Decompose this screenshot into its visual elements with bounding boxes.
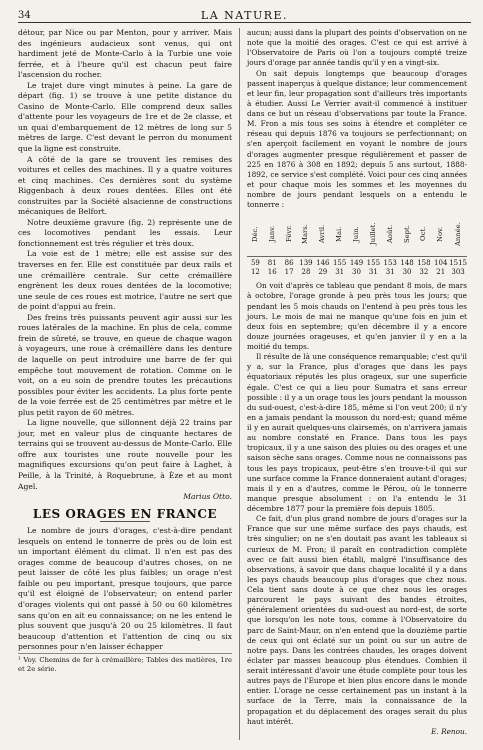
average-cell: 12 <box>250 268 260 277</box>
month-header: Mai. <box>335 226 344 242</box>
paragraph: A côté de la gare se trouvent les remises des voitures et celles des machines. Il y a quatre voitures et cinq machines. Ces dernières sont du système Riggenbach à deux roues dentées. Elles ont été construites par la Société alsacienne de constructions mécaniques de Belfort. <box>18 154 232 217</box>
average-cell: 30 <box>402 268 412 277</box>
average-cell: 303 <box>451 268 465 277</box>
month-header: Déc. <box>250 226 259 242</box>
average-cell: 31 <box>335 268 345 277</box>
footnote: ¹ Voy. Chemins de fer à crémaillère; Tables des matières, 1re et 2e série. <box>18 653 232 674</box>
author-signature: E. Renou. <box>431 726 467 736</box>
paragraph: détour, par Nice ou par Menton, pour y arriver. Mais des ingénieurs audacieux sont venus, qui ont hardiment jeté de Monte-Carlo à la Turbie une voie ferrée, et à l'heure qu'il est chacun peut faire l'ascension du rocher. <box>18 28 232 80</box>
sum-cell: 148 <box>400 259 414 268</box>
paragraph: Notre deuxième gravure (fig. 2) représente une de ces locomotives pendant les essais. Leur fonctionnement est très régulier et très doux. <box>18 217 232 248</box>
month-header: Oct. <box>419 227 428 242</box>
right-column <box>247 28 467 737</box>
average-cell: 31 <box>385 268 395 277</box>
month-header: Année. <box>453 222 462 247</box>
sum-cell: 155 <box>332 259 347 268</box>
month-header: Avril. <box>318 225 327 244</box>
paragraph: Le nombre de jours d'orages, c'est-à-dire pendant lesquels on entend le tonnerre de près ou de loin est un important élément du climat. Il n'en est pas des orages comme de beaucoup d'autres choses, on ne peut laisser de côté les plus faibles; un orage n'est faible ou peu important, presque toujours, que parce qu'il est éloigné de l'observateur; on entend parler d'orages violents qui ont passé à 50 ou 60 kilomètres sans qu'on en ait eu connaissance; on ne les entend le plus souvent que jusqu'à 20 ou 25 kilomètres. Il faut beaucoup d'attention et l'attention de cinq ou six personnes pour n'en laisser échapper <box>18 526 232 652</box>
month-header: Févr. <box>284 225 293 243</box>
page-number: 34 <box>18 10 31 21</box>
page-header <box>18 8 471 26</box>
average-cell: 29 <box>318 268 328 277</box>
paragraph: Le trajet dure vingt minutes à peine. La gare de départ (fig. 1) se trouve à une petite distance du Casino de Monte-Carlo. Elle comprend deux salles d'attente pour les voyageurs de 1re et de 2e classe, et un quai d'embarquement de 12 mètres de long sur 5 mètres de large. C'est devant le perron du monument que la ligne est construite. <box>18 80 232 154</box>
sum-cell: 1515 <box>449 259 467 268</box>
paragraph: Il résulte de là une conséquence remarquable; c'est qu'il y a, sur la France, plus d'orages que dans les pays équatoriaux réputés les plus orageux, sur une superficie égale. C'est ce qui a lieu pour Sumatra et sans erreur possible : il y a un orage tous les jours pendant la mousson du sud-ouest, c'est-à-dire 185, même si l'on veut 200; il n'y en a jamais pendant la mousson du nord-est; quand même il y en aurait quelques-uns clairsemés, on n'arrivera jamais au nombre constaté en France. Dans tous les pays tropicaux, il y a une saison des pluies ou des orages et une saison sèche sans orages. Comme nous ne connaissons pas tous les pays tropicaux, peut-être s'en trouve-t-il qui sur une surface comme la France donneraient autant d'orages; mais il y en a d'autres, comme le Pérou, où le tonnerre manque presque absolument : on l'a entendu le 31 décembre 1877 pour la première fois depuis 1805. <box>247 352 467 513</box>
sum-cell: 146 <box>316 259 330 268</box>
month-header: Août. <box>385 225 394 244</box>
paragraph: On voit d'après ce tableau que pendant 8 mois, de mars à octobre, l'orage gronde à peu près tous les jours; que pendant les 5 mois chauds on l'entend à peu près tous les jours. Le mois de mai ne manque qu'une fois en juin et deux fois en septembre; qu'en décembre il y a encore douze journées orageuses, et qu'en janvier il y en a la moitié du temps. <box>247 281 467 351</box>
month-header: Janv. <box>267 226 276 243</box>
average-cell: 17 <box>284 268 294 277</box>
heading-rule <box>100 521 150 522</box>
sum-cell: 81 <box>267 259 277 268</box>
sum-cell: 139 <box>299 259 313 268</box>
section-heading: LES ORAGES EN FRANCE <box>32 506 218 521</box>
paragraph: On sait depuis longtemps que beaucoup d'orages passent inaperçus à quelque distance; leur commencement et leur fin, leur propagation sont d'ailleurs très importants à étudier. Aussi Le Verrier avait-il commencé à instituer dans ce but un réseau d'observations par toute la France. M. Fron a mis tous ses soins à étendre et compléter ce réseau qui depuis 1876 va toujours se perfectionnant; on s'en aperçoit facilement en voyant le nombre de jours d'orages augmenter presque régulièrement et passer de 225 en 1876 à 308 en 1892; depuis 5 ans surtout, 1888-1892, ce service s'est complété. Voici pour ces cinq années et pour chaque mois les sommes et les moyennes du nombre de jours pendant lesquels on a entendu le tonnerre : <box>247 68 467 210</box>
month-header: Juin. <box>352 226 360 243</box>
sum-cell: 86 <box>284 259 294 268</box>
sum-cell: 153 <box>383 259 397 268</box>
sum-cell: 104 <box>434 259 448 268</box>
average-cell: 16 <box>267 268 277 277</box>
paragraph: Des freins très puissants peuvent agir aussi sur les roues latérales de la machine. En plus de cela, comme frein de sûreté, se trouve, en queue de chaque wagon à voyageurs, une roue à crémaillère dans les denture de laquelle on peut introduire une barre de fer qui empêche tout mouvement de rotation. Comme on le voit, on a eu soin de prendre toutes les précautions possibles pour éviter les accidents. La plus forte pente de la voie ferrée est de 25 centimètres par mètre et le plus petit rayon de 60 mètres. <box>18 312 232 417</box>
paragraph: Ce fait, d'un plus grand nombre de jours d'orages sur la France que sur une même surface des pays chauds, est très singulier; on ne s'en doutait pas avant les tableaux si curieux de M. Fron; il paraît en contradiction complète avec ce fait aussi bien établi, malgré l'insuffisance des observations, à savoir que dans chaque localité il y a dans les pays chauds beaucoup plus d'orages que chez nous. Cela tient sans doute à ce que chez nous les orages parcourent le pays suivant des bandes étroites, généralement orientées du sud-ouest au nord-est, de sorte que lorsqu'on les note tous, comme à l'Observatoire du parc de Saint-Maur, on n'en entend que la douzième partie de ceux qui ont éclaté sur un point ou sur un autre de notre pays. Dans les contrées chaudes, les orages doivent éclater par masses beaucoup plus étendues. Combien il serait intéressant d'avoir une étude complète pour tous les autres pays de l'Europe et bien plus encore dans le monde entier. L'orage ne cesse certainement pas un instant à la surface de la Terre, mais la connaissance de la propagation et du déplacement des orages serait du plus haut intérêt. <box>247 514 467 726</box>
table-rule <box>247 256 467 257</box>
thunder-days-table <box>247 214 467 277</box>
month-header: Mars. <box>301 224 310 245</box>
paragraph: aucun; aussi dans la plupart des points d'observation on ne note que la moitié des orages. C'est ce qui est arrivé à l'Observatoire de Paris où l'on a toujours compté treize jours d'orage par année tandis qu'il y en a vingt-six. <box>247 28 467 68</box>
sum-cell: 59 <box>250 259 260 268</box>
sum-cell: 155 <box>366 259 381 268</box>
average-cell: 31 <box>368 268 378 277</box>
sum-cell: 149 <box>349 259 364 268</box>
average-cell: 28 <box>301 268 311 277</box>
sum-cell: 158 <box>417 259 431 268</box>
month-header: Nov. <box>436 226 445 242</box>
header-rule <box>18 22 471 23</box>
journal-title: LA NATURE. <box>200 9 289 22</box>
paragraph: La ligne nouvelle, que sillonnent déjà 22 trains par jour, met en valeur plus de cinquante hectares de terrains qui se trouvent au-dessus de Monte-Carlo. Elle offre aux touristes une route nouvelle pour les magnifiques excursions qu'on peut faire à Laghet, à Peille, à la Trinité, à Roquebrune, à Èze et au mont Agel. <box>18 418 232 491</box>
month-header: Sept. <box>402 225 411 244</box>
column-divider <box>239 28 240 740</box>
left-column <box>18 28 232 674</box>
average-cell: 21 <box>436 268 446 277</box>
average-cell: 32 <box>419 268 429 277</box>
paragraph: La voie est de 1 mètre; elle est assise sur des traverses en fer. Elle est constituée par deux rails et une crémaillère centrale. Sur cette crémaillère engrènent les deux roues dentées de la locomotive; une seule de ces roues est motrice, l'autre ne sert que de point d'appui au frein. <box>18 249 232 312</box>
average-cell: 30 <box>352 268 361 277</box>
author-signature: Marius Otto. <box>183 492 232 502</box>
month-header: Juillet. <box>368 222 377 246</box>
